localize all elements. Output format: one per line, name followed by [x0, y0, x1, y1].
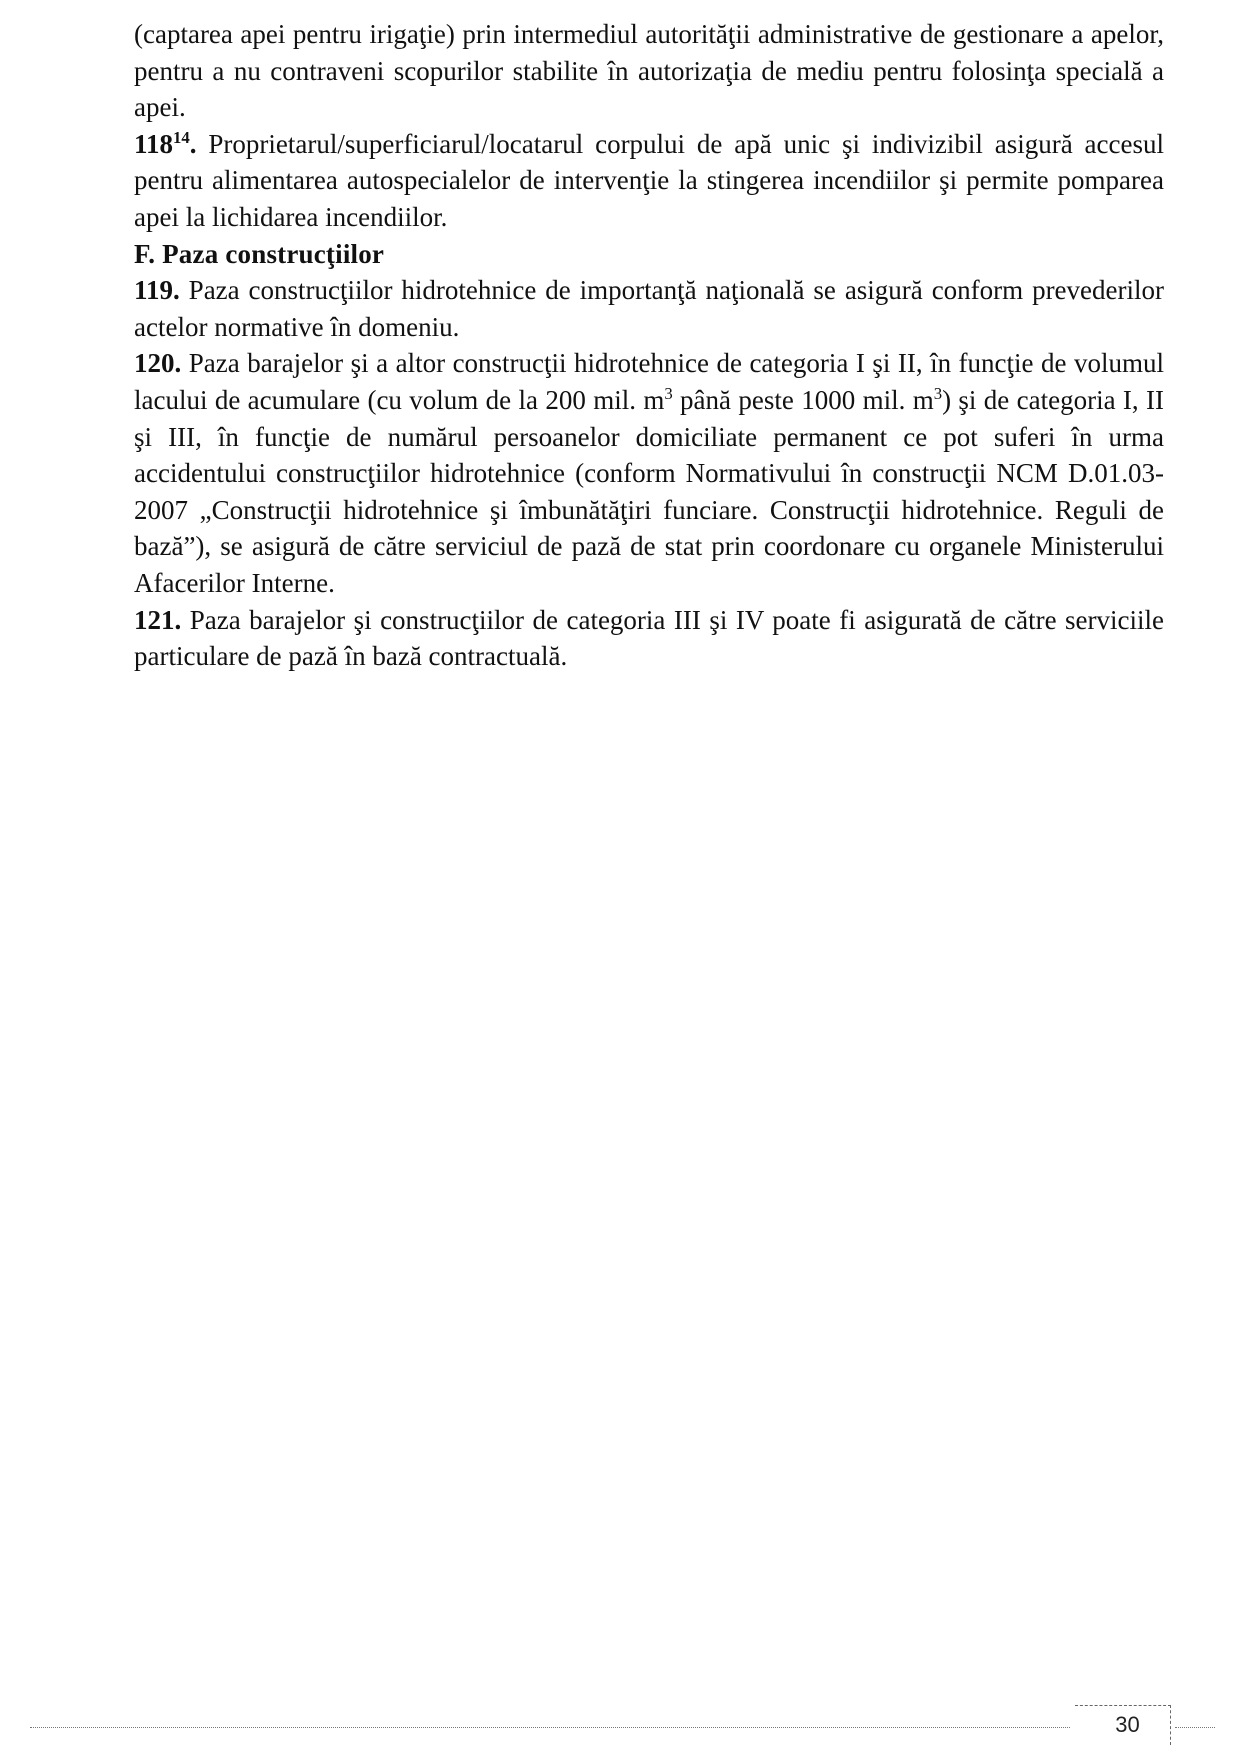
- section-heading: F. Paza construcţiilor: [134, 238, 385, 269]
- clause-118: [134, 126, 1164, 236]
- clause-121-text: Paza barajelor şi construcţiilor de categoria III şi IV poate fi asigurată de către serviciile particulare de pază în bază contractuală.: [134, 604, 1164, 672]
- page-body: [134, 16, 1164, 675]
- clause-118-number: [134, 129, 197, 159]
- clause-120-text-part3: ) şi de categoria I, II şi III, în funcţie de numărul persoanelor domiciliate permanent ce pot suferi în urma accidentului construcţiilor hidrotehnice (conform Normativului în construcţii NCM D.01.03-2007 „Construcţii hidrotehnice şi îmbunătăţiri funciare. Construcţii hidrotehnice. Reguli de bază”), se asigură de către serviciul de pază de stat prin coordonare cu organele Ministerului Afacerilor Interne.: [134, 384, 1165, 598]
- footer-rule-right: [1175, 1727, 1215, 1728]
- clause-119-number: 119.: [134, 275, 180, 306]
- page-number: [1075, 1705, 1171, 1745]
- clause-121: [134, 602, 1164, 675]
- intro-paragraph-text: (captarea apei pentru irigaţie) prin intermediul autorităţii administrative de gestionare a apelor, pentru a nu contraveni scopurilor stabilite în autorizaţia de mediu pentru folosinţa specială a apei.: [134, 19, 1164, 123]
- clause-120-number: 120.: [134, 348, 182, 379]
- clause-119: [134, 272, 1164, 345]
- clause-120-text-part2: până peste 1000 mil. m: [672, 384, 934, 415]
- clause-118-number-suffix: .: [189, 128, 197, 159]
- clause-118-number-value: 118: [134, 128, 174, 159]
- page-number-value: 30: [1115, 1712, 1140, 1737]
- clause-120-sup-1: 3: [664, 383, 673, 403]
- clause-120-text-part1: Paza barajelor şi a altor construcţii hidrotehnice de categoria I şi II, în funcţie de volumul lacului de acumulare (cu volum de la 200 mil. m: [134, 348, 1164, 415]
- clause-120-sup-2: 3: [933, 383, 943, 403]
- intro-paragraph: [134, 16, 1164, 126]
- clause-119-text: Paza construcţiilor hidrotehnice de importanţă naţională se asigură conform prevederilor actelor normative în domeniu.: [134, 275, 1164, 342]
- clause-120: [134, 345, 1164, 601]
- clause-118-superscript: 14: [173, 127, 190, 147]
- clause-118-text: Proprietarul/superficiarul/locatarul corpului de apă unic şi indivizibil asigură accesul pentru alimentarea autospecialelor de intervenţie la stingerea incendiilor şi permite pomparea apei la lichidarea incendiilor.: [134, 128, 1164, 232]
- clause-121-number: 121.: [134, 604, 182, 635]
- footer-rule: [30, 1727, 1070, 1728]
